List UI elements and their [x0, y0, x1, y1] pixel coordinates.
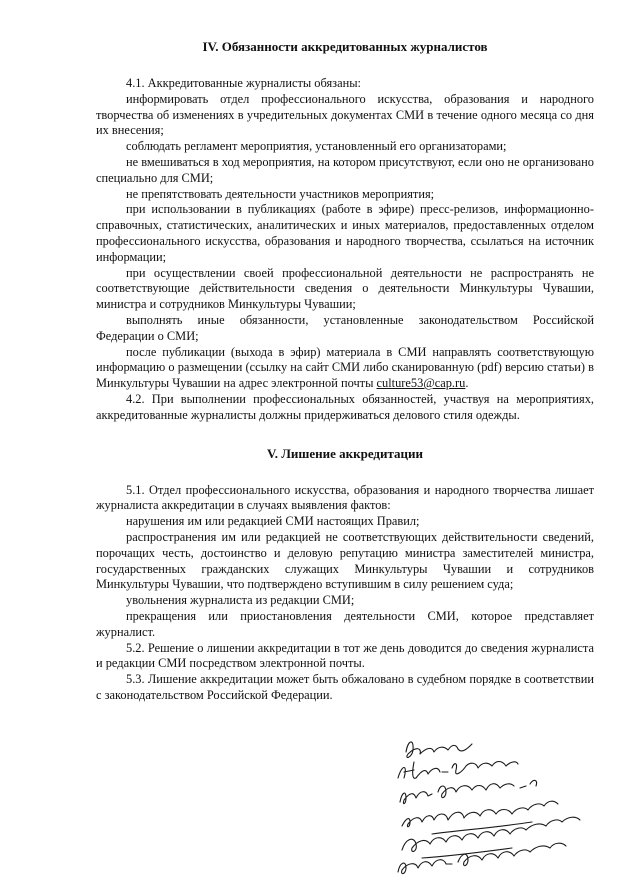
paragraph-inform-department: информировать отдел профессионального искусства, образования и народного творчества об изменениях в учредительных документах СМИ в течение одного месяца со дня их внесения; [96, 91, 594, 138]
paragraph-dismissal: увольнения журналиста из редакции СМИ; [126, 593, 355, 608]
paragraph-follow-regulations: соблюдать регламент мероприятия, установленный его организаторами; [126, 139, 507, 154]
email-link[interactable]: culture53@cap.ru [376, 376, 466, 391]
handwritten-signature [392, 732, 592, 882]
section-5-title: V. Лишение аккредитации [266, 445, 424, 461]
paragraph-termination: прекращения или приостановления деятельности СМИ, которое представляет журналист. [96, 608, 594, 639]
paragraph-send-publication-text: после публикации (выхода в эфир) материала в СМИ направлять соответствующую информацию о размещении (ссылку на сайт СМИ либо сканированную (pdf) версию статьи) в Минкультуры Чувашии на адрес электронной почты [96, 344, 594, 391]
paragraph-no-interference: не вмешиваться в ход мероприятия, на котором присутствуют, если оно не организовано специально для СМИ; [96, 154, 594, 185]
paragraph-5-2: 5.2. Решение о лишении аккредитации в тот же день доводится до сведения журналиста и редакции СМИ посредством электронной почты. [96, 640, 594, 671]
section-4-title: IV. Обязанности аккредитованных журналистов [202, 39, 488, 54]
document-page [96, 28, 594, 704]
paragraph-5-3: 5.3. Лишение аккредитации может быть обжаловано в судебном порядке в соответствии с законодательством Российской Федерации. [96, 672, 594, 702]
paragraph-send-publication-end: . [465, 376, 469, 391]
paragraph-send-publication [96, 345, 594, 392]
paragraph-false-info: распространения им или редакцией не соответствующих действительности сведений, порочащих честь, достоинство и деловую репутацию министра заместителей министра, государственных гражданских служащих Минкультуры Чувашии и сотрудников Минкультуры Чувашии, что подтверждено вступившим в силу решением суда; [96, 529, 594, 592]
paragraph-4-2: 4.2. При выполнении профессиональных обязанностей, участвуя на мероприятиях, аккредитованные журналисты должны придерживаться делового стиля одежды. [96, 391, 594, 422]
paragraph-no-obstruction: не препятствовать деятельности участников мероприятия; [126, 186, 435, 201]
section-5-body [96, 483, 594, 704]
paragraph-rules-violation: нарушения им или редакцией СМИ настоящих Правил; [126, 514, 420, 529]
signature-scribble-icon [392, 732, 592, 882]
paragraph-other-duties: выполнять иные обязанности, установленные законодательством Российской Федерации о СМИ; [96, 312, 594, 343]
section-4-body [96, 76, 594, 424]
paragraph-4-1: 4.1. Аккредитованные журналисты обязаны: [126, 76, 361, 90]
paragraph-5-1: 5.1. Отдел профессионального искусства, образования и народного творчества лишает журналиста аккредитации в случаях выявления фактов: [96, 482, 594, 513]
paragraph-no-false-info: при осуществлении своей профессиональной деятельности не распространять не соответствующие действительности сведения о деятельности Минкультуры Чувашии, министра и сотрудников Минкультуры Чувашии; [96, 265, 594, 312]
paragraph-cite-source: при использовании в публикациях (работе в эфире) пресс-релизов, информационно-справочных, статистических, аналитических и иных материалов, предоставленных отделом профессионального искусства, образования и народного творчества, ссылаться на источник информации; [96, 202, 594, 264]
